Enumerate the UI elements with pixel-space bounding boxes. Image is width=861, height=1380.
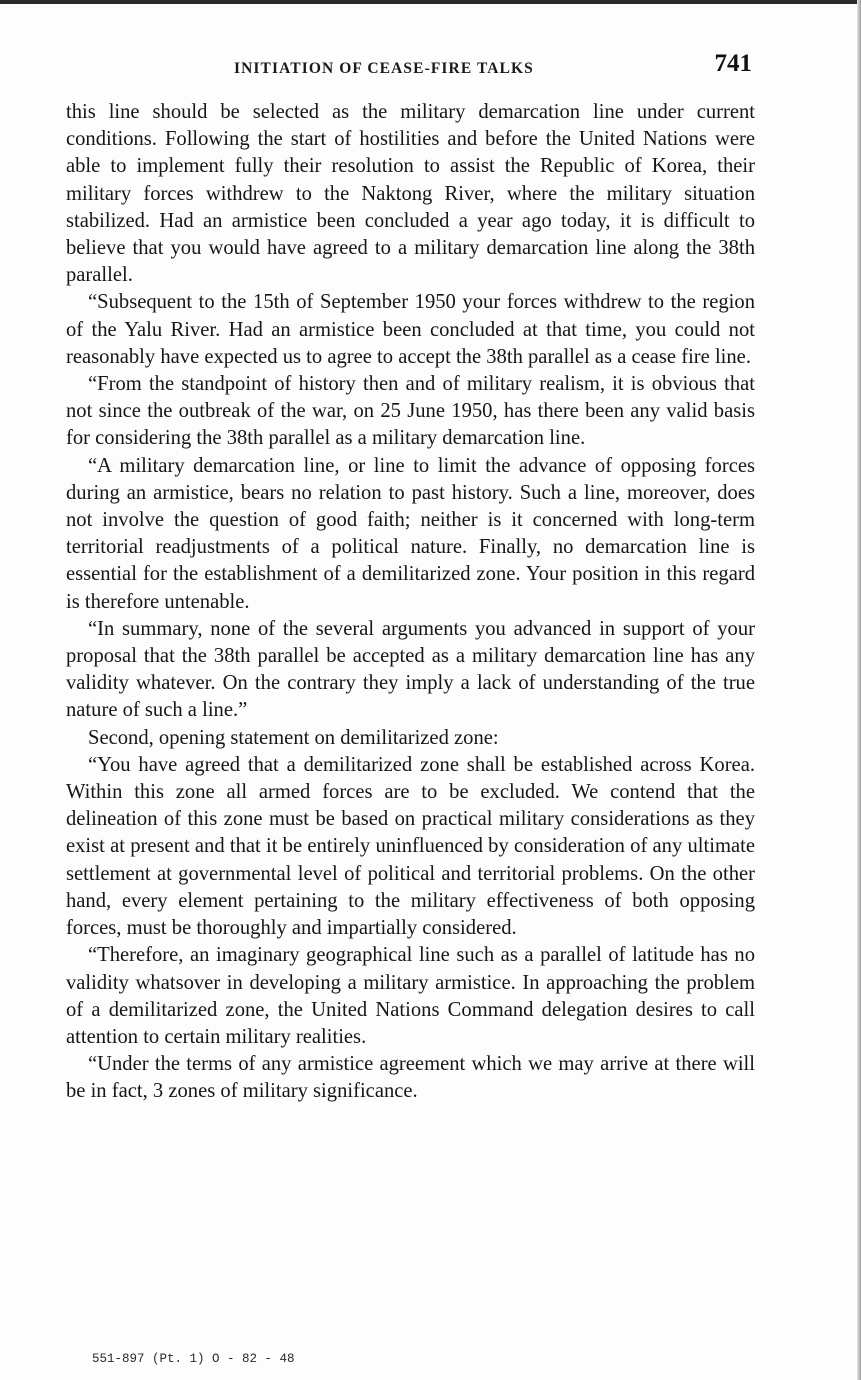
page-number: 741 bbox=[714, 50, 752, 77]
paragraph: “From the standpoint of history then and of military realism, it is obvious that not since the outbreak of the war, on 25 June 1950, has there been any valid basis for considering the 38th parallel as a military demarcation line. bbox=[66, 373, 755, 450]
print-code: 551-897 (Pt. 1) O - 82 - 48 bbox=[92, 1352, 295, 1366]
running-head: INITIATION OF CEASE-FIRE TALKS bbox=[234, 60, 534, 77]
scan-top-border bbox=[0, 0, 861, 4]
paragraph: “Therefore, an imaginary geographical line such as a parallel of latitude has no validity whatsover in developing a military armistice. In approaching the problem of a demilitarized zone, the United Nations Command delegation desires to call attention to certain military realities. bbox=[66, 944, 755, 1048]
paragraph: “You have agreed that a demilitarized zone shall be established across Korea. Within this zone all armed forces are to be excluded. We contend that the delineation of this zone must be based on practical military considerations as they exist at present and that it be entirely uninfluenced by consideration of any ultimate settlement at governmental level of political and territorial problems. On the other hand, every element pertaining to the military effectiveness of both opposing forces, must be thoroughly and impartially considered. bbox=[66, 753, 755, 940]
paragraph: “In summary, none of the several arguments you advanced in support of your proposal that the 38th parallel be accepted as a military demarcation line has any validity whatever. On the contrary they imply a lack of understanding of the true nature of such a line.” bbox=[66, 617, 755, 722]
body-text bbox=[66, 99, 755, 1106]
paragraph: Second, opening statement on demilitarized zone: bbox=[88, 726, 499, 749]
paragraph: “Under the terms of any armistice agreement which we may arrive at there will be in fact, 3 zones of military significance. bbox=[66, 1053, 755, 1103]
paragraph: “Subsequent to the 15th of September 1950 your forces withdrew to the region of the Yalu River. Had an armistice been concluded at that time, you could not reasonably have expected us to agree to accept the 38th parallel as a cease fire line. bbox=[66, 291, 755, 368]
scan-right-edge bbox=[857, 0, 861, 1380]
paragraph: this line should be selected as the military demarcation line under current conditions. Following the start of hostilities and before the United Nations were able to implement fully their resolution to assist the Republic of Korea, their military forces withdrew to the Naktong River, where the military situation stabilized. Had an armistice been concluded a year ago today, it is difficult to believe that you would have agreed to a military demarcation line along the 38th parallel. bbox=[66, 101, 755, 287]
paragraph: “A military demarcation line, or line to limit the advance of opposing forces during an armistice, bears no relation to past history. Such a line, moreover, does not involve the question of good faith; neither is it concerned with long-term territorial readjustments of a political nature. Finally, no demarcation line is essential for the establishment of a demilitarized zone. Your position in this regard is therefore untenable. bbox=[66, 454, 755, 613]
page-header bbox=[66, 48, 754, 88]
